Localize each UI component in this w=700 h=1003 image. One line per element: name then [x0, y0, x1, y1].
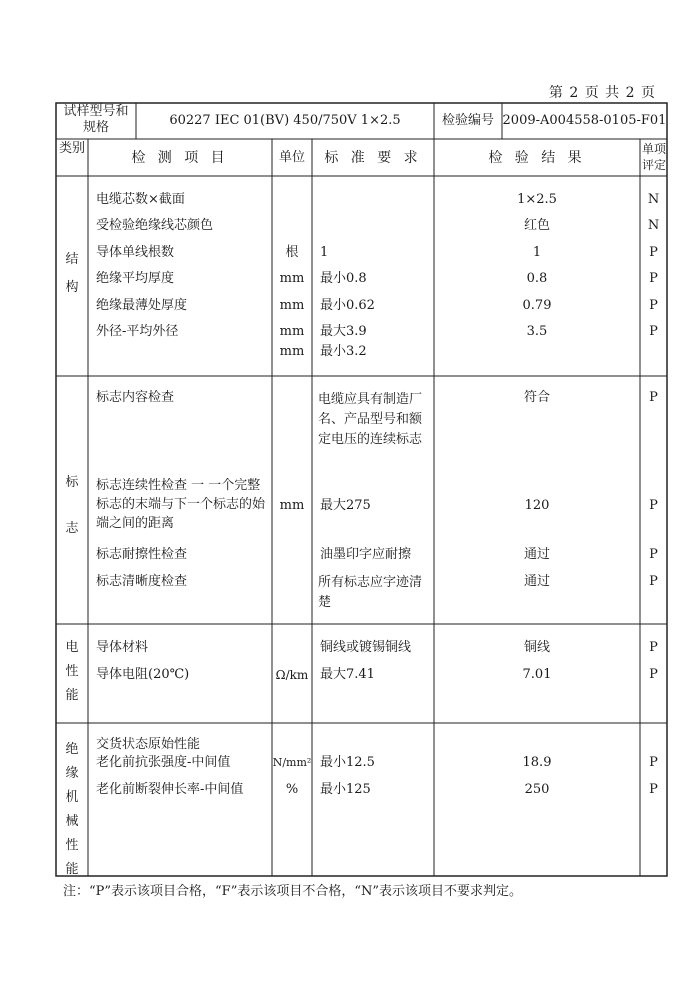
- item-outer-diameter: 外径-平均外径: [96, 324, 179, 339]
- req-elongation: 最小125: [320, 782, 371, 797]
- col-category: 类别: [58, 141, 85, 156]
- req-marking-legibility: 所有标志应字迹清楚: [318, 575, 423, 610]
- result-min-thickness: 0.79: [522, 298, 552, 313]
- item-marking-legibility: 标志清晰度检查: [96, 574, 188, 589]
- report-no-value: 2009-A004558-0105-F01: [502, 113, 667, 128]
- unit-elongation: %: [285, 782, 299, 797]
- unit-min-thickness: mm: [279, 298, 305, 313]
- req-marking-durability: 油墨印字应耐擦: [320, 547, 412, 562]
- verdict-marking-durability: P: [649, 547, 658, 562]
- verdict-marking-content: P: [649, 390, 658, 405]
- unit-wire-count: 根: [285, 245, 299, 260]
- category-insulation-mechanical: 绝缘机械性能: [65, 742, 79, 877]
- col-unit: 单位: [278, 150, 305, 165]
- verdict-conductor-material: P: [649, 640, 658, 655]
- col-requirement: 标 准 要 求: [324, 150, 422, 166]
- req-outer-diameter-min: 最小3.2: [320, 344, 367, 359]
- result-avg-thickness: 0.8: [526, 271, 548, 286]
- req-avg-thickness: 最小0.8: [320, 271, 367, 286]
- verdict-conductor-resistance: P: [649, 667, 658, 682]
- verdict-min-thickness: P: [649, 298, 658, 313]
- item-conductor-resistance: 导体电阻(20℃): [96, 667, 190, 682]
- item-cores-section: 电缆芯数×截面: [96, 192, 185, 207]
- item-marking-durability: 标志耐擦性检查: [96, 547, 188, 562]
- item-original-properties: 交货状态原始性能: [96, 737, 201, 752]
- category-electrical: 电性能: [65, 640, 79, 703]
- footnote: 注：“P”表示该项目合格，“F”表示该项目不合格，“N”表示该项目不要求判定。: [63, 884, 523, 899]
- item-wire-count: 导体单线根数: [96, 245, 175, 260]
- item-marking-content: 标志内容检查: [96, 390, 175, 405]
- sample-label: 试样型号和规格: [63, 104, 129, 135]
- page-indicator: 第 2 页 共 2 页: [548, 85, 656, 101]
- result-conductor-material: 铜线: [523, 640, 550, 655]
- category-marking: 标志: [65, 475, 79, 536]
- req-tensile-strength: 最小12.5: [320, 755, 375, 770]
- verdict-wire-count: P: [649, 245, 658, 260]
- item-elongation: 老化前断裂伸长率-中间值: [96, 782, 244, 797]
- unit-avg-thickness: mm: [279, 271, 305, 286]
- result-wire-count: 1: [532, 245, 542, 260]
- sample-value: 60227 IEC 01(BV) 450/750V 1×2.5: [169, 113, 401, 128]
- item-core-color: 受检验绝缘线芯颜色: [96, 218, 214, 233]
- unit-marking-continuity: mm: [279, 498, 305, 513]
- result-outer-diameter: 3.5: [526, 324, 548, 339]
- result-cores-section: 1×2.5: [517, 192, 557, 207]
- verdict-marking-legibility: P: [649, 574, 658, 589]
- item-min-thickness: 绝缘最薄处厚度: [96, 298, 188, 313]
- unit-outer-diameter-max: mm: [279, 324, 305, 339]
- result-marking-durability: 通过: [523, 547, 550, 562]
- item-tensile-strength: 老化前抗张强度-中间值: [96, 755, 231, 770]
- unit-tensile-strength: N/mm²: [272, 756, 312, 769]
- req-conductor-material: 铜线或镀锡铜线: [320, 640, 412, 655]
- unit-outer-diameter-min: mm: [279, 344, 305, 359]
- col-result: 检 验 结 果: [488, 150, 586, 166]
- result-conductor-resistance: 7.01: [522, 667, 552, 682]
- verdict-avg-thickness: P: [649, 271, 658, 286]
- unit-conductor-resistance: Ω/km: [275, 668, 309, 682]
- col-item: 检 测 项 目: [131, 150, 229, 166]
- result-core-color: 红色: [523, 218, 550, 233]
- result-marking-continuity: 120: [524, 498, 550, 513]
- verdict-tensile-strength: P: [649, 755, 658, 770]
- verdict-cores-section: N: [647, 192, 660, 207]
- verdict-core-color: N: [647, 218, 660, 233]
- verdict-marking-continuity: P: [649, 498, 658, 513]
- result-marking-legibility: 通过: [523, 574, 550, 589]
- result-marking-content: 符合: [523, 390, 550, 405]
- req-conductor-resistance: 最大7.41: [320, 667, 375, 682]
- item-marking-continuity: 标志连续性检查 一 一个完整标志的末端与下一个标志的始端之间的距离: [96, 478, 266, 531]
- category-structure: 结构: [65, 252, 79, 295]
- item-avg-thickness: 绝缘平均厚度: [96, 271, 175, 286]
- req-marking-continuity: 最大275: [320, 498, 371, 513]
- req-min-thickness: 最小0.62: [320, 298, 375, 313]
- verdict-elongation: P: [649, 782, 658, 797]
- col-verdict: 单项评定: [642, 142, 667, 172]
- verdict-outer-diameter: P: [649, 324, 658, 339]
- result-elongation: 250: [524, 782, 550, 797]
- result-tensile-strength: 18.9: [522, 755, 552, 770]
- req-wire-count: 1: [320, 245, 329, 260]
- item-conductor-material: 导体材料: [96, 640, 149, 655]
- report-no-label: 检验编号: [441, 113, 494, 128]
- req-marking-content: 电缆应具有制造厂名、产品型号和额定电压的连续标志: [318, 392, 423, 447]
- req-outer-diameter-max: 最大3.9: [320, 324, 367, 339]
